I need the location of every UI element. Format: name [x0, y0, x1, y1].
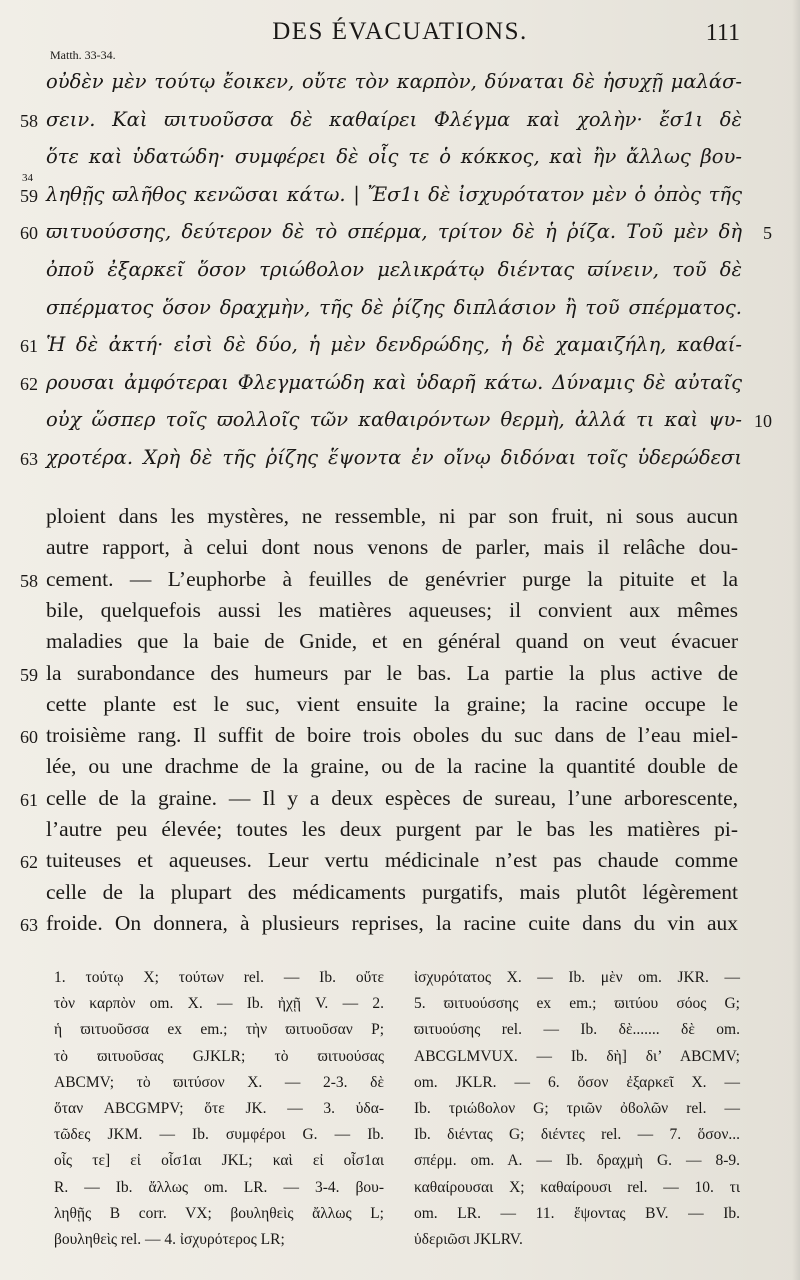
footnote-line: ἰσχυρότατος X. — Ib. μὲν om. JKR. — [414, 969, 740, 986]
footnote-line: ληθῇς B corr. VX; βουληθεὶς ἄλλως L; [54, 1204, 384, 1222]
footnote-line: R. — Ib. ἄλλως om. LR. — 3-4. βου- [54, 1178, 384, 1196]
greek-right-line-number: 10 [754, 411, 772, 432]
french-text-line: la surabondance des humeurs par le bas. La partie la plus active de [46, 660, 738, 685]
greek-right-line-number: 5 [763, 223, 772, 244]
footnote-line: Ib. τριώϐολον G; τριῶν ὀϐολῶν rel. — [414, 1099, 740, 1117]
greek-text-line: Ἡ δὲ ἀκτή· εἰσὶ δὲ δύο, ἡ μὲν δενδρώδης, ἡ δὲ χαμαιζήλη, καθαί- [46, 333, 742, 357]
greek-chapter-marker: 34 [22, 171, 33, 184]
greek-line-number: 60 [20, 223, 38, 244]
greek-text-line: σπέρματος ὅσον δραχμὴν, τῆς δὲ ῥίζης διπλάσιον ἢ τοῦ σπέρματος. [46, 295, 742, 319]
footnote-line: τῶδες JKM. — Ib. συμφέροι G. — Ib. [54, 1126, 384, 1144]
footnote-line: ἡ ϖιτυοῦσσα ex em.; τὴν ϖιτυοῦσαν P; [54, 1021, 384, 1039]
greek-line-number: 58 [20, 110, 38, 131]
footnote-line: ὑδεριῶσι JKLRV. [414, 1230, 523, 1248]
footnote-line: σπέρμ. om. A. — Ib. δραχμὴ G. — 8-9. [414, 1152, 740, 1170]
page-edge-shadow [792, 0, 800, 1280]
french-line-number: 59 [20, 664, 38, 685]
french-text-line: bile, quelquefois aussi les matières aqueuses; il convient aux mêmes [46, 597, 738, 622]
french-text-line: ploient dans les mystères, ne ressemble, ni par son fruit, ni sous aucun [46, 504, 738, 528]
footnote-line: om. LR. — 11. ἕψοντας BV. — Ib. [414, 1204, 740, 1222]
footnote-line: ABCGLMVUX. — Ib. δὴ] δι’ ABCMV; [414, 1047, 740, 1065]
french-text-line: l’autre peu élevée; toutes les deux purgent par le bas les matières pi- [46, 817, 738, 841]
greek-text-line: ὅτε καὶ ὑδατώδη· συμφέρει δὲ οἷς τε ὁ κόκκος, καὶ ἢν ἄλλως βου- [46, 145, 742, 169]
greek-text-line: οὐχ ὥσπερ τοῖς ϖολλοῖς τῶν καθαιρόντων θερμὴ, ἀλλά τι καὶ ψυ- [46, 408, 742, 432]
footnote-line: βουληθεὶς rel. — 4. ἰσχυρότερος LR; [54, 1230, 285, 1248]
greek-text-line: οὐδὲν μὲν τούτῳ ἔοικεν, οὔτε τὸν καρπὸν, δύναται δὲ ἡσυχῇ μαλάσ- [46, 70, 742, 93]
french-line-number: 61 [20, 789, 38, 810]
french-line-number: 63 [20, 914, 38, 935]
footnote-line: τὸ ϖιτυοῦσας GJKLR; τὸ ϖιτυούσας [54, 1047, 384, 1065]
greek-text-line: χροτέρα. Χρὴ δὲ τῆς ῥίζης ἕψοντα ἐν οἴνῳ διδόναι τοῖς ὑδερώδεσι [46, 446, 742, 469]
footnotes-left-column [54, 965, 384, 1253]
french-text-line: autre rapport, à celui dont nous venons de parler, mais il relâche dou- [46, 535, 738, 560]
footnote-line: τὸν καρπὸν om. X. — Ib. ἠχῇ V. — 2. [54, 995, 384, 1013]
french-text-line: tuiteuses et aqueuses. Leur vertu médicinale n’est pas chaude comme [46, 848, 738, 873]
greek-text-line: ληθῇς ϖλῆθος κενῶσαι κάτω. | Ἔσ1ι δὲ ἰσχυρότατον μὲν ὁ ὀπὸς τῆς [46, 182, 742, 206]
french-line-number: 60 [20, 727, 38, 748]
footnote-line: οἷς τε] εἰ οἷσ1αι JKL; καὶ εἰ οἷσ1αι [54, 1152, 384, 1170]
footnote-line: om. JKLR. — 6. ὅσον ἐξαρκεῖ X. — [414, 1073, 740, 1091]
footnote-line: καθαίρουσαι X; καθαίρουσι rel. — 10. τι [414, 1178, 740, 1196]
greek-text-line: ρουσαι ἀμφότεραι Φλεγματώδη καὶ ὑδαρῆ κάτω. Δύναμις δὲ αὐταῖς [46, 370, 742, 394]
french-text-line: froide. On donnera, à plusieurs reprises, la racine cuite dans du vin aux [46, 910, 738, 935]
running-title: DES ÉVACUATIONS. [272, 18, 528, 45]
footnote-line: ὅταν ABCGMPV; ὅτε JK. — 3. ὑδα- [54, 1099, 384, 1117]
greek-line-number: 63 [20, 449, 38, 469]
footnote-line: ABCMV; τὸ ϖιτύσον X. — 2-3. δὲ [54, 1073, 384, 1091]
marginal-reference: Matth. 33-34. [50, 48, 116, 62]
greek-text-line: ὀποῦ ἐξαρκεῖ ὅσον τριώϐολον μελικράτῳ διέντας ϖίνειν, τοῦ δὲ [46, 258, 742, 281]
greek-text-line: ϖιτυούσσης, δεύτερον δὲ τὸ σπέρμα, τρίτον δὲ ἡ ῥίζα. Τοῦ μὲν δὴ [46, 220, 742, 244]
footnote-line: 5. ϖιτυούσσης ex em.; ϖιτύου σόος G; [414, 995, 740, 1013]
french-text-line: celle de la graine. — Il y a deux espèces de sureau, l’une arborescente, [46, 785, 738, 810]
french-text-line: celle de la plupart des médicaments purgatifs, mais plutôt légèrement [46, 879, 738, 904]
french-text-line: lée, ou une drachme de la graine, ou de la racine la quantité double de [46, 754, 738, 779]
footnote-line: ϖιτυούσης rel. — Ib. δὲ....... δὲ om. [414, 1021, 740, 1039]
footnotes-right-column [414, 965, 740, 1253]
greek-text-line: σειν. Καὶ ϖιτυοῦσσα δὲ καθαίρει Φλέγμα καὶ χολὴν· ἔσ1ι δὲ [46, 107, 742, 131]
page-number: 111 [705, 20, 740, 46]
french-text-line: cette plante est le suc, vient ensuite la graine; la racine occupe le [46, 691, 738, 716]
french-text-line: cement. — L’euphorbe à feuilles de genévrier purge la pituite et la [46, 566, 738, 591]
french-text-line: troisième rang. Il suffit de boire trois oboles du suc dans de l’eau miel- [46, 723, 738, 748]
french-line-number: 58 [20, 570, 38, 591]
greek-line-number: 59 [20, 185, 38, 206]
footnote-line: 1. τούτῳ X; τούτων rel. — Ib. οὔτε [54, 969, 384, 986]
french-text-line: maladies que la baie de Gnide, et en général quand on veut évacuer [46, 629, 738, 654]
greek-line-number: 62 [20, 373, 38, 394]
french-line-number: 62 [20, 852, 38, 873]
greek-line-number: 61 [20, 336, 38, 357]
footnote-line: Ib. διέντας G; διέντες rel. — 7. ὅσον... [414, 1126, 740, 1144]
